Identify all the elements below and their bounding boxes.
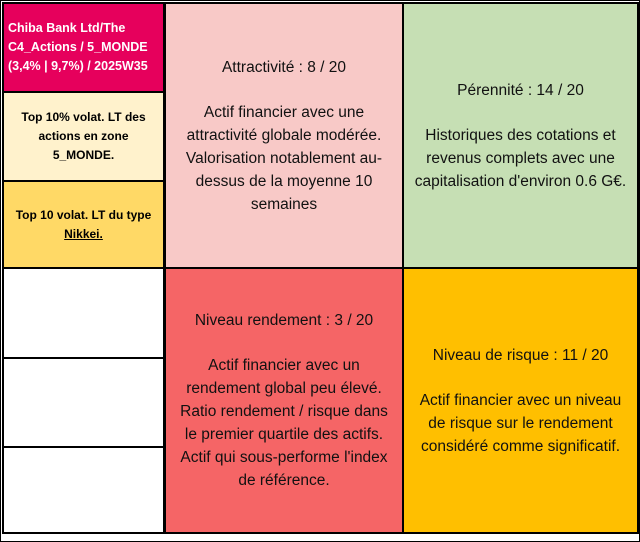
risque-body: Actif financier avec un niveau de risque sur le rendement considéré comme significatif.	[419, 391, 622, 455]
attractivite-heading: Attractivité : 8 / 20	[221, 58, 347, 76]
nikkei-link[interactable]: Nikkei.	[64, 226, 103, 241]
panel-perennite	[402, 2, 639, 269]
asset-period: (3,4% | 9,7%) / 2025W35	[8, 59, 148, 73]
tag-top10-type-text	[10, 206, 158, 244]
rendement-body: Actif financier avec un rendement global peu élevé. Ratio rendement / risque dans le premier quartile des actifs. Actif qui sous-performe l'index de référence.	[180, 357, 388, 489]
tag-top10-zone	[2, 91, 165, 182]
panel-attractivite	[164, 2, 404, 269]
empty-cell-1	[2, 267, 165, 359]
panel-rendement	[164, 267, 404, 534]
risque-heading: Niveau de risque : 11 / 20	[432, 346, 609, 364]
asset-title-box	[2, 2, 165, 93]
empty-cell-3	[2, 446, 165, 534]
perennite-body: Historiques des cotations et revenus complets avec une capitalisation d'environ 0.6 G€.	[414, 126, 627, 190]
tag-top10-zone-text: Top 10% volat. LT des actions en zone 5_MONDE.	[21, 110, 146, 162]
attractivite-body: Actif financier avec une attractivité globale modérée. Valorisation notablement au-dessus de la moyenne 10 semaines	[185, 103, 383, 213]
empty-cell-2	[2, 357, 165, 448]
perennite-heading: Pérennité : 14 / 20	[457, 81, 584, 99]
tag-top10-type	[2, 180, 165, 269]
asset-category: C4_Actions / 5_MONDE	[8, 40, 148, 54]
asset-name: Chiba Bank Ltd/The	[8, 21, 126, 35]
panel-risque	[402, 267, 639, 534]
rendement-heading: Niveau rendement : 3 / 20	[194, 312, 374, 329]
tag-top10-type-prefix: Top 10 volat. LT du type	[15, 207, 152, 222]
